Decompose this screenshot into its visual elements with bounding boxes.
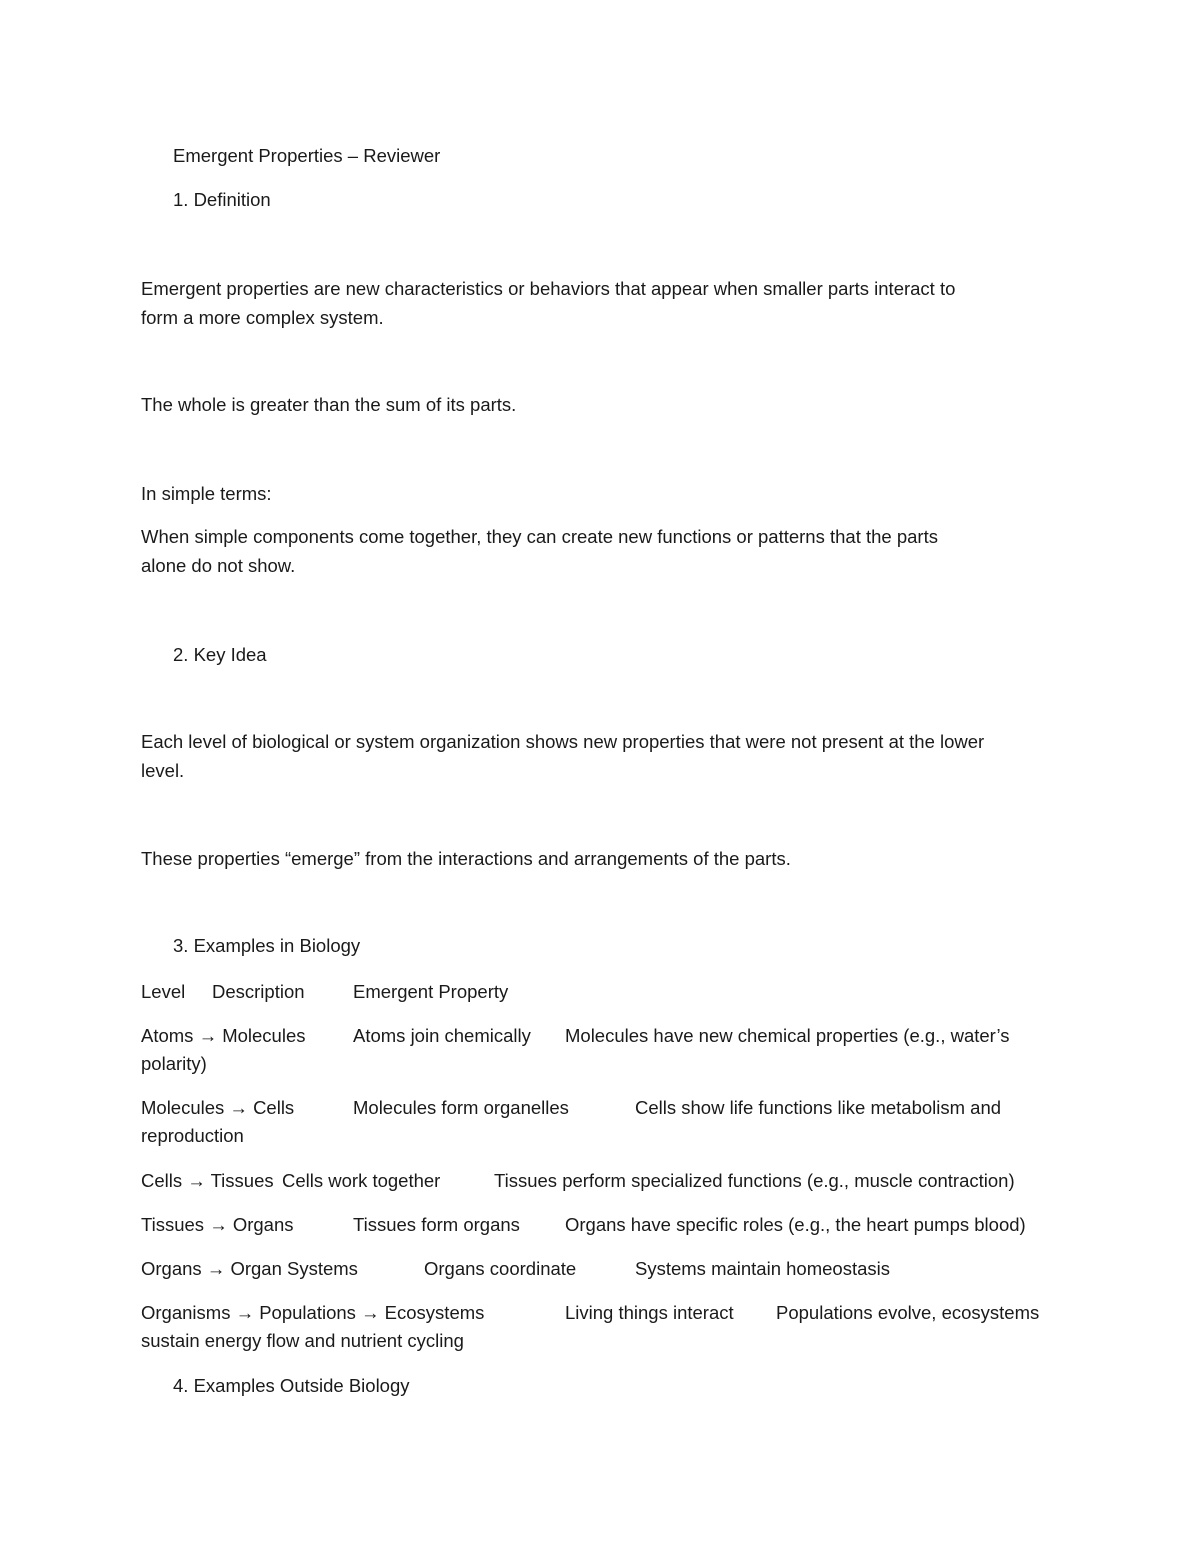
definition-paragraph-line1: Emergent properties are new characteristics or behaviors that appear when smaller parts interact to (141, 278, 956, 299)
table-header-property: Emergent Property (353, 981, 509, 1002)
simple-terms-line2: alone do not show. (141, 555, 296, 576)
table-row-description: Atoms join chemically (353, 1025, 531, 1046)
table-row-property: Tissues perform specialized functions (e.g., muscle contraction) (494, 1170, 1015, 1191)
table-row-description: Living things interact (565, 1302, 734, 1323)
key-idea-paragraph-line2: level. (141, 760, 185, 781)
section-heading-key-idea: 2. Key Idea (173, 644, 267, 665)
table-header-level: Level (141, 981, 186, 1002)
table-row-continuation: reproduction (141, 1125, 244, 1146)
table-row-level: Molecules → Cells (141, 1097, 295, 1118)
section-heading-examples-biology: 3. Examples in Biology (173, 935, 361, 956)
table-row-description: Cells work together (282, 1170, 441, 1191)
table-row-property: Populations evolve, ecosystems (776, 1302, 1040, 1323)
table-row-property: Cells show life functions like metabolism and (635, 1097, 1002, 1118)
table-row-level: Tissues → Organs (141, 1214, 294, 1235)
table-row-level: Organisms → Populations → Ecosystems (141, 1302, 485, 1323)
table-row-description: Molecules form organelles (353, 1097, 569, 1118)
table-row-description: Organs coordinate (424, 1258, 577, 1279)
key-idea-paragraph-line1: Each level of biological or system organization shows new properties that were not present at the lower (141, 731, 985, 752)
table-row-continuation: sustain energy flow and nutrient cycling (141, 1330, 464, 1351)
table-row-level: Cells → Tissues (141, 1170, 274, 1191)
table-row-description: Tissues form organs (353, 1214, 520, 1235)
emerge-paragraph: These properties “emerge” from the interactions and arrangements of the parts. (141, 848, 791, 869)
section-heading-definition: 1. Definition (173, 189, 271, 210)
table-row-level: Organs → Organ Systems (141, 1258, 358, 1279)
section-heading-examples-outside: 4. Examples Outside Biology (173, 1375, 410, 1396)
whole-greater-paragraph: The whole is greater than the sum of its parts. (141, 394, 517, 415)
table-row-property: Organs have specific roles (e.g., the heart pumps blood) (565, 1214, 1026, 1235)
simple-terms-label: In simple terms: (141, 483, 272, 504)
table-row-property: Systems maintain homeostasis (635, 1258, 890, 1279)
definition-paragraph-line2: form a more complex system. (141, 307, 384, 328)
table-row-property: Molecules have new chemical properties (e.g., water’s (565, 1025, 1010, 1046)
simple-terms-line1: When simple components come together, they can create new functions or patterns that the parts (141, 526, 938, 547)
table-row-continuation: polarity) (141, 1053, 207, 1074)
table-header-description: Description (212, 981, 305, 1002)
document-title: Emergent Properties – Reviewer (173, 145, 441, 166)
table-row-level: Atoms → Molecules (141, 1025, 306, 1046)
